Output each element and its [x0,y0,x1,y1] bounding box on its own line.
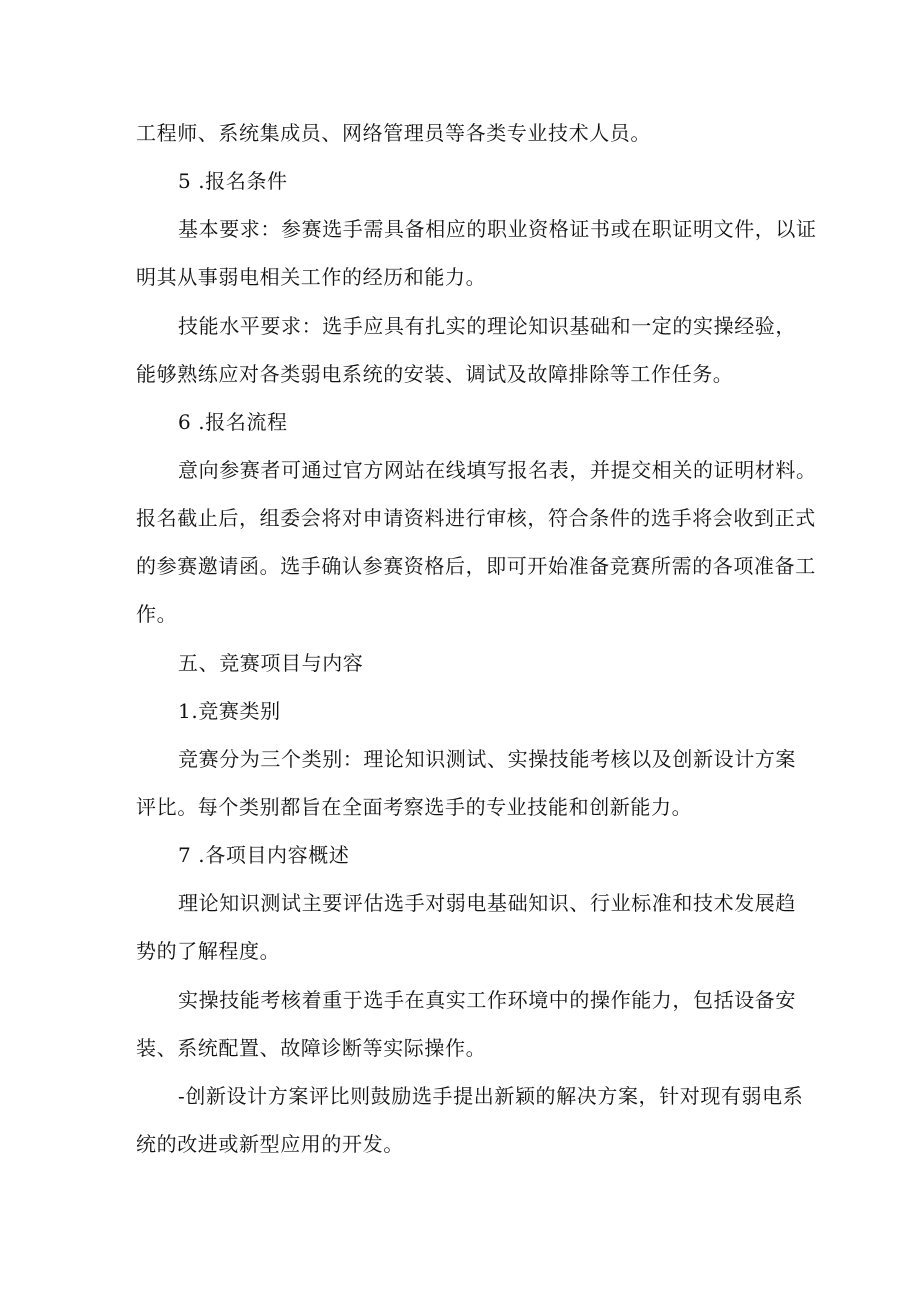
text-line: 工程师、系统集成员、网络管理员等各类专业技术人员。 [136,121,651,145]
text-line: 基本要求：参赛选手需具备相应的职业资格证书或在职证明文件，以证 [178,217,817,241]
text-line: 的参赛邀请函。选手确认参赛资格后，即可开始准备竞赛所需的各项准备工 [136,554,816,578]
text-line: 装、系统配置、故障诊断等实际操作。 [136,1036,487,1060]
text-line: 势的了解程度。 [136,939,281,963]
section-heading: 6 .报名流程 [178,410,288,434]
text-line: 统的改进或新型应用的开发。 [136,1132,404,1156]
text-line: 明其从事弱电相关工作的经历和能力。 [136,265,487,289]
text-line: 理论知识测试主要评估选手对弱电基础知识、行业标准和技术发展趋 [178,891,796,915]
section-heading: 7 .各项目内容概述 [178,843,350,867]
section-heading: 1.竞赛类别 [178,699,281,723]
text-line: 实操技能考核着重于选手在真实工作环境中的操作能力，包括设备安 [178,988,796,1012]
section-heading: 5 .报名条件 [178,169,288,193]
text-line: 评比。每个类别都旨在全面考察选手的专业技能和创新能力。 [136,795,693,819]
text-line: -创新设计方案评比则鼓励选手提出新颖的解决方案，针对现有弱电系 [178,1084,804,1108]
text-line: 能够熟练应对各类弱电系统的安装、调试及故障排除等工作任务。 [136,362,734,386]
text-line: 意向参赛者可通过官方网站在线填写报名表，并提交相关的证明材料。 [178,458,817,482]
text-line: 竞赛分为三个类别：理论知识测试、实操技能考核以及创新设计方案 [178,747,796,771]
text-line: 报名截止后，组委会将对申请资料进行审核，符合条件的选手将会收到正式 [136,506,816,530]
chapter-heading: 五、竞赛项目与内容 [178,651,364,675]
text-line: 作。 [136,602,178,626]
text-line: 技能水平要求：选手应具有扎实的理论知识基础和一定的实操经验， [178,314,796,338]
